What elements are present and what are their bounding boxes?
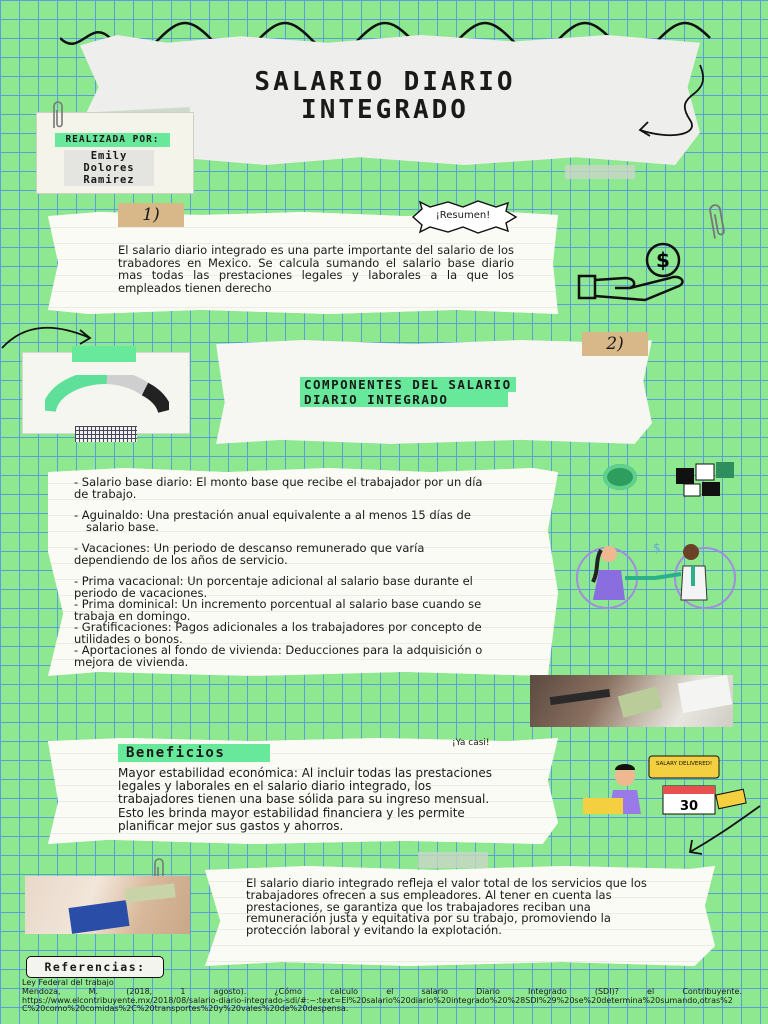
list-item: - Aportaciones al fondo de vivienda: Deducciones para la adquisición o mejora de vivienda.	[74, 643, 483, 669]
curved-arrow-icon	[630, 60, 720, 150]
conclusion-text: El salario diario integrado refleja el valor total de los servicios que los trabajadores ofrecen a sus empleadores. Al tener en cuenta las prestaciones, se garantiza que los trabajadores reciban una remuneración justa y equitativa por su trabajo, promoviendo la protección laboral y evitando la explotación.	[246, 876, 647, 938]
svg-text:30: 30	[679, 799, 699, 814]
business-deal-illustration	[565, 530, 745, 610]
tape-strip	[418, 852, 488, 868]
section-1-number: 1)	[118, 203, 184, 227]
summary-badge: ¡Resumen!	[408, 200, 518, 234]
paperclip-icon	[706, 200, 728, 242]
list-item: - Aguinaldo: Una prestación anual equivalente a al menos 15 días de salario base.	[74, 508, 471, 534]
button-icon	[603, 464, 637, 490]
references-text: Ley Federal del trabajo Mendoza, M. (2018, 1 agosto). ¿Cómo calculo el salario Diario Integrado (SDI)? el Contribuyente. https://www.elcontribuyente.mx/2018/08/salario-diario-integrado-sdi/#:~:text=El%20salario%20diario%20integrado%20%28SDI%29%20se%20determina%20sumando,otras%2C%20como%20comidas%2C%20transportes%20y%20vales%20de%20despensa.	[22, 978, 742, 1014]
money-hand-icon	[575, 240, 715, 310]
paperclip-icon	[50, 98, 66, 132]
benefits-heading: Beneficios	[118, 744, 270, 762]
money-exchange-photo	[530, 675, 733, 727]
author-label: REALIZADA POR:	[55, 133, 170, 147]
list-item: - Gratificaciones: Pagos adicionales a los trabajadores por concepto de utilidades o bonos.	[74, 620, 482, 646]
summary-text: El salario diario integrado es una parte importante del salario de los trabadores en Mexico. Se calcula sumando el salario base diario mas todas las prestaciones legales y laborales a la que los empleados tienen derecho	[118, 243, 514, 295]
section-2-number: 2)	[582, 332, 648, 356]
author-name: Emily Dolores Ramirez	[64, 150, 154, 186]
gauge-chart-icon	[45, 375, 169, 415]
references-label: Referencias:	[26, 956, 164, 978]
svg-text:SALARY DELIVERED!: SALARY DELIVERED!	[655, 761, 713, 767]
page-title: SALARIO DIARIO INTEGRADO	[254, 67, 516, 125]
benefits-text: Mayor estabilidad económica: Al incluir todas las prestaciones legales y laborales en el salario diario integrado, los trabajadores tienen una base sólida para su ingreso mensual. Esto les brinda mayor estabilidad financiera y les permite planificar mejor sus gastos y ahorros.	[118, 766, 492, 833]
puzzle-icon	[672, 460, 742, 500]
curved-arrow-icon	[680, 800, 768, 860]
svg-text:$: $	[656, 248, 670, 272]
list-item: - Vacaciones: Un periodo de descanso remunerado que varía dependiendo de los años de servicio.	[74, 541, 425, 567]
list-item: - Prima dominical: Un incremento porcentual al salario base cuando se trabaja en domingo.	[74, 597, 482, 623]
checker-tape	[75, 426, 137, 442]
svg-text:$: $	[653, 541, 661, 555]
benefits-badge: ¡Ya casi!	[452, 738, 490, 748]
components-list	[74, 477, 484, 668]
tape-strip	[565, 165, 635, 179]
tape-strip	[72, 346, 136, 362]
components-heading: COMPONENTES DEL SALARIO DIARIO INTEGRADO	[300, 377, 516, 407]
calculator-photo	[25, 876, 190, 934]
list-item: - Salario base diario: El monto base que recibe el trabajador por un día de trabajo.	[74, 475, 483, 501]
list-item: - Prima vacacional: Un porcentaje adicional al salario base durante el periodo de vacaciones.	[74, 574, 473, 600]
